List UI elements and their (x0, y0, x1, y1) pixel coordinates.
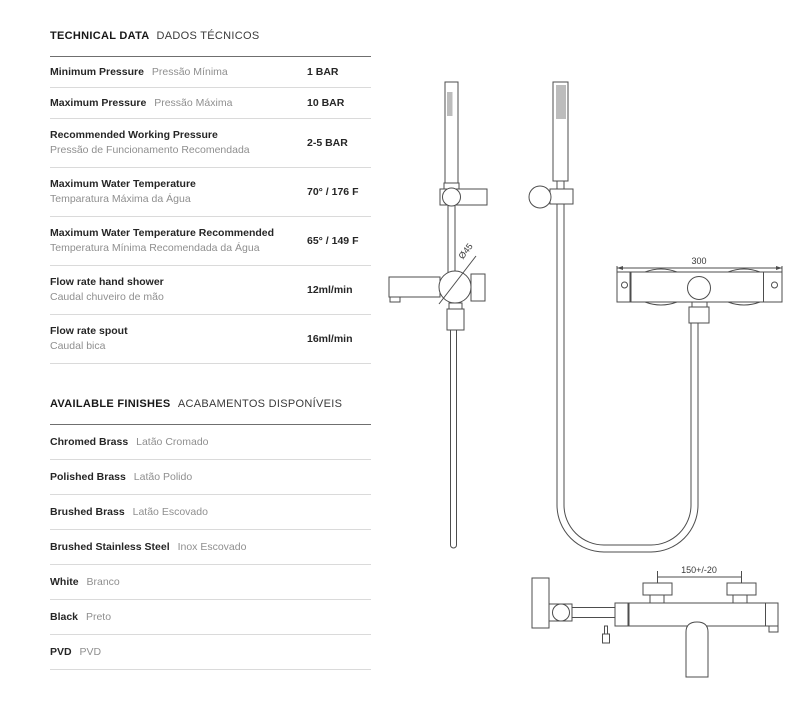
spec-label-en: Maximum Water Temperature Recommended (50, 227, 275, 239)
technical-data-title-pt: DADOS TÉCNICOS (156, 30, 260, 42)
spec-label-pt: Pressão Máxima (154, 97, 233, 109)
spec-label-en: Maximum Water Temperature (50, 178, 196, 190)
spec-value: 16ml/min (307, 333, 353, 345)
spec-label-en: Minimum Pressure (50, 66, 144, 78)
holder-knob-shape (529, 186, 551, 208)
finish-label-en: Chromed Brass (50, 436, 129, 448)
finish-label-pt: Branco (86, 576, 120, 588)
tub-spout-shape (686, 622, 708, 677)
spec-label-en: Flow rate spout (50, 325, 128, 337)
hand-shower-side-shape (553, 82, 568, 181)
technical-data-title-en: TECHNICAL DATA (50, 30, 150, 42)
spec-label-pt: Caudal chuveiro de mão (50, 291, 164, 303)
finish-label-pt: Preto (85, 611, 112, 623)
holder-bracket-shape (550, 189, 573, 204)
hose-outer-line (557, 181, 698, 552)
hose-inner-line (564, 181, 691, 545)
hand-shower-front-shape (532, 578, 549, 628)
hose-outlet-shape (689, 307, 709, 323)
spout-shape (389, 277, 440, 297)
finish-label-pt: Inox Escovado (177, 541, 247, 553)
diverter-shape (688, 277, 711, 300)
finish-label-en: PVD (50, 646, 72, 658)
spec-value: 1 BAR (307, 66, 339, 78)
available-finishes-title-pt: ACABAMENTOS DISPONÍVEIS (177, 398, 343, 410)
finish-label-en: Brushed Brass (50, 506, 125, 518)
spec-label-pt: Pressão de Funcionamento Recomendada (50, 144, 250, 156)
spec-label-pt: Temparatura Máxima da Água (50, 193, 191, 205)
finish-label-pt: PVD (79, 646, 102, 658)
spec-value: 12ml/min (307, 284, 353, 296)
top-view-drawing (617, 256, 782, 323)
finish-label-en: Brushed Stainless Steel (50, 541, 170, 553)
spec-value: 65° / 149 F (307, 235, 359, 247)
spacing-dimension-label: 150+/-20 (681, 565, 717, 575)
finish-label-en: Black (50, 611, 79, 623)
finish-label-en: Polished Brass (50, 471, 126, 483)
spec-value: 70° / 176 F (307, 186, 359, 198)
wall-union-right (727, 583, 756, 595)
spec-label-en: Maximum Pressure (50, 97, 147, 109)
aerator-shape (390, 297, 400, 302)
holder-knob-shape (553, 604, 570, 621)
spec-label-pt: Caudal bica (50, 340, 106, 352)
slider-knob-shape (443, 188, 461, 206)
finish-label-pt: Latão Escovado (132, 506, 208, 518)
front-view-drawing (389, 82, 487, 548)
spec-label-pt: Temperatura Mínima Recomendada da Água (50, 242, 260, 254)
finish-label-pt: Latão Cromado (136, 436, 209, 448)
temperature-knob-shape (471, 274, 485, 301)
finish-label-en: White (50, 576, 79, 588)
spec-value: 10 BAR (307, 97, 345, 109)
spec-label-pt: Pressão Mínima (151, 66, 228, 78)
wall-union-left (643, 583, 672, 595)
finish-label-pt: Latão Polido (133, 471, 193, 483)
available-finishes-title-en: AVAILABLE FINISHES (50, 398, 171, 410)
valve-connector-shape (447, 309, 464, 330)
spec-label-en: Flow rate hand shower (50, 276, 164, 288)
spec-label-en: Recommended Working Pressure (50, 129, 218, 141)
diameter-dimension-label: Ø45 (456, 241, 475, 261)
mixer-front-drawing (532, 565, 778, 677)
side-view-drawing (529, 82, 698, 552)
diverter-pull-shape (603, 634, 610, 643)
width-dimension-label: 300 (691, 256, 707, 266)
spec-value: 2-5 BAR (307, 137, 348, 149)
